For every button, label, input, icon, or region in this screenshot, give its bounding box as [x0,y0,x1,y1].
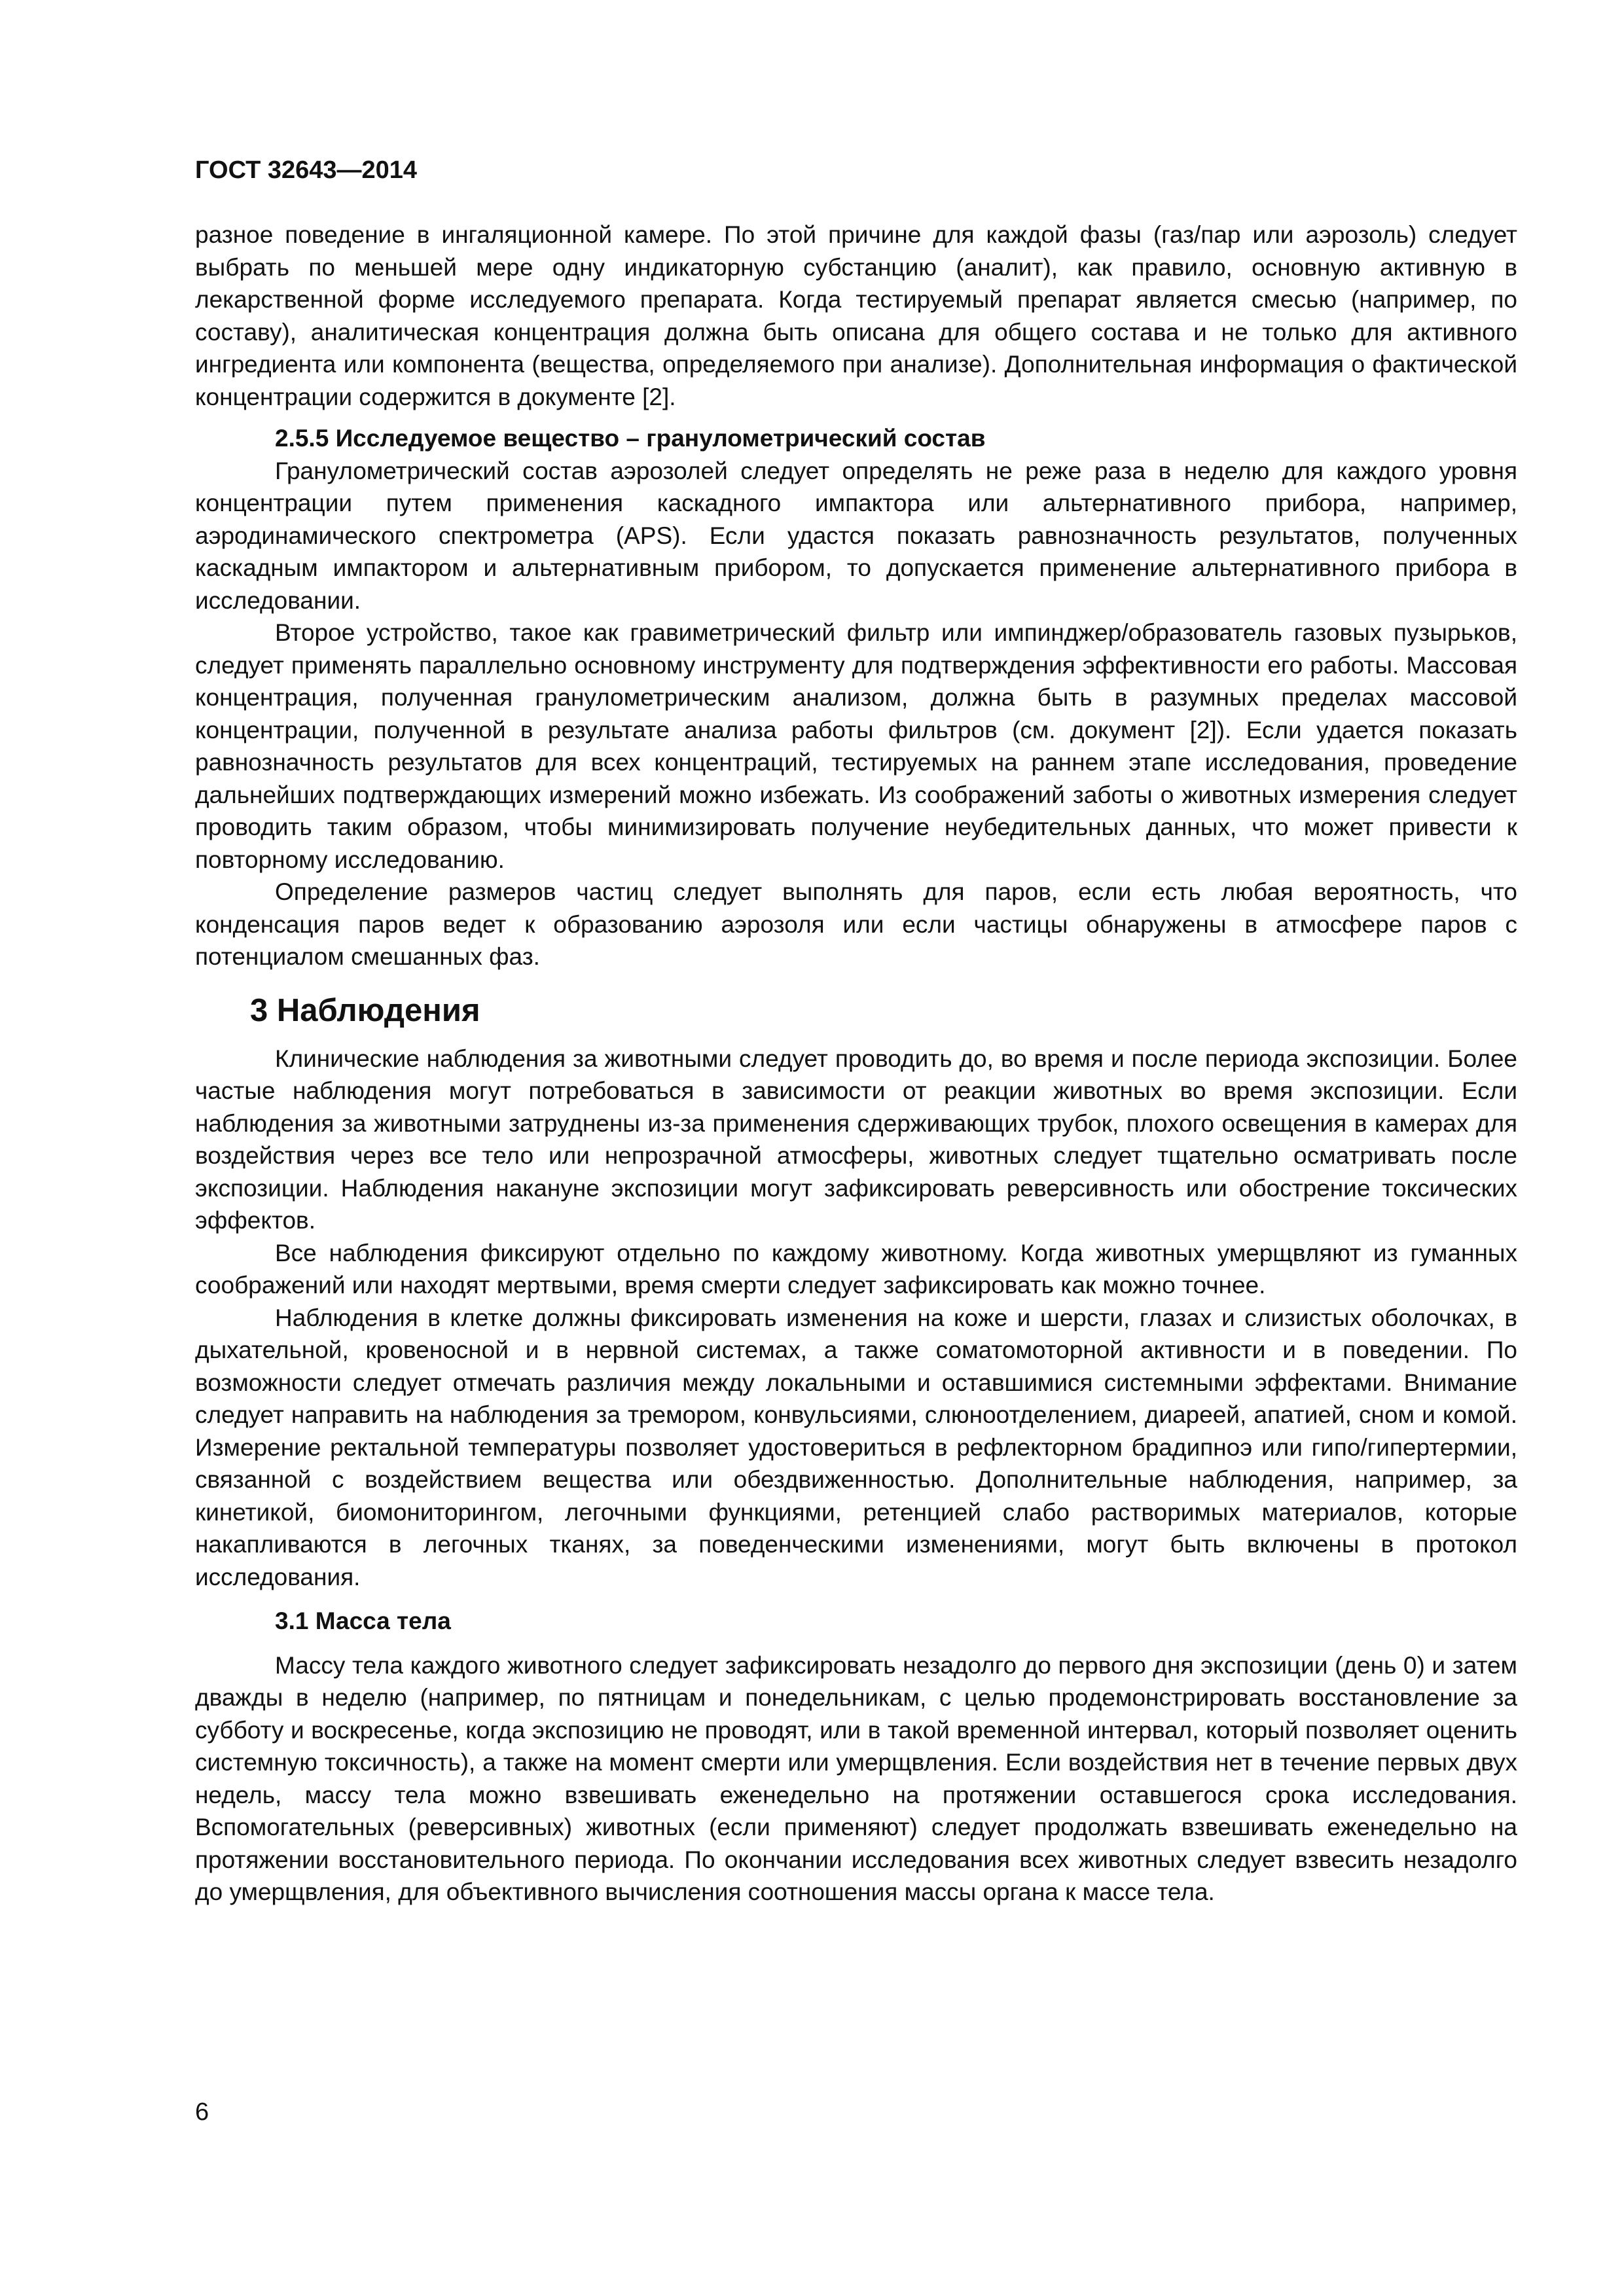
spacer [195,413,1517,422]
spacer [195,1593,1517,1605]
spacer [195,1638,1517,1649]
page-number: 6 [195,2098,209,2126]
section-heading-3: 3 Наблюдения [250,992,480,1028]
subsection-heading-2-5-5: 2.5.5 Исследуемое вещество – гранулометрический состав [275,425,986,452]
paragraph-2-5-5-a: Гранулометрический состав аэрозолей следует определять не реже раза в неделю для каждого уровня концентрации путем применения каскадного импактора или альтернативного прибора, например, аэродинамического спектрометра (APS). Если удастся показать равнозначность результатов, полученных каскадным импактором и альтернативным прибором, то допускается применение альтернативного прибора в исследовании. [195,457,1517,614]
document-page [195,154,1517,1909]
paragraph-3-b: Все наблюдения фиксируют отдельно по каждому животному. Когда животных умерщвляют из гуманных соображений или находят мертвыми, время смерти следует зафиксировать как можно точнее. [195,1239,1517,1299]
paragraph-intro: разное поведение в ингаляционной камере. По этой причине для каждой фазы (газ/пар или аэрозоль) следует выбрать по меньшей мере одну индикаторную субстанцию (аналит), как правило, основную активную в лекарственной форме исследуемого препарата. Когда тестируемый препарат является смесью (например, по составу), аналитическая концентрация должна быть описана для общего состава и не только для активного ингредиента или компонента (вещества, определяемого при анализе). Дополнительная информация о фактической концентрации содержится в документе [2]. [195,221,1517,410]
paragraph-2-5-5-b: Второе устройство, такое как гравиметрический фильтр или импинджер/образователь газовых пузырьков, следует применять параллельно основному инструменту для подтверждения эффективности его работы. Массовая концентрация, полученная гранулометрическим анализом, должна быть в разумных пределах массовой концентрации, полученной в результате анализа работы фильтров (см. документ [2]). Если удается показать равнозначность результатов для всех концентраций, тестируемых на раннем этапе исследования, проведение дальнейших подтверждающих измерений можно избежать. Из соображений заботы о животных измерения следует проводить таким образом, чтобы минимизировать получение неубедительных данных, что может привести к повторному исследованию. [195,619,1517,873]
paragraph-2-5-5-c: Определение размеров частиц следует выполнять для паров, если есть любая вероятность, что конденсация паров ведет к образованию аэрозоля или если частицы обнаружены в атмосфере паров с потенциалом смешанных фаз. [195,878,1517,970]
paragraph-3-a: Клинические наблюдения за животными следует проводить до, во время и после периода экспозиции. Более частые наблюдения могут потребоваться в зависимости от реакции животных во время экспозиции. Если наблюдения за животными затруднены из-за применения сдерживающих трубок, плохого освещения в камерах для воздействия через все тело или непрозрачной атмосферы, животных следует тщательно осматривать после экспозиции. Наблюдения накануне экспозиции могут зафиксировать реверсивность или обострение токсических эффектов. [195,1045,1517,1234]
document-header: ГОСТ 32643—2014 [195,156,418,184]
paragraph-3-c: Наблюдения в клетке должны фиксировать изменения на коже и шерсти, глазах и слизистых оболочках, в дыхательной, кровеносной и в нервной системах, а также соматомоторной активности и в поведении. По возможности следует отмечать различия между локальными и оставшимися системными эффектами. Внимание следует направить на наблюдения за тремором, конвульсиями, слюноотделением, диареей, апатией, сном и комой. Измерение ректальной температуры позволяет удостовериться в рефлекторном брадипноэ или гипо/гипертермии, связанной с воздействием вещества или обездвиженностью. Дополнительные наблюдения, например, за кинетикой, биомониторингом, легочными функциями, ретенцией слабо растворимых материалов, которые накапливаются в легочных тканях, за поведенческими изменениями, могут быть включены в протокол исследования. [195,1304,1517,1590]
paragraph-3-1: Массу тела каждого животного следует зафиксировать незадолго до первого дня экспозиции (день 0) и затем дважды в неделю (например, по пятницам и понедельникам, с целью продемонстрировать восстановление за субботу и воскресенье, когда экспозицию не проводят, или в такой временной интервал, который позволяет оценить системную токсичность), а также на момент смерти или умерщвления. Если воздействия нет в течение первых двух недель, массу тела можно взвешивать еженедельно на протяжении оставшегося срока исследования. Вспомогательных (реверсивных) животных (если применяют) следует продолжать взвешивать еженедельно на протяжении восстановительного периода. По окончании исследования всех животных следует взвесить незадолго до умерщвления, для объективного вычисления соотношения массы органа к массе тела. [195,1651,1517,1905]
subsection-heading-3-1: 3.1 Масса тела [275,1607,451,1634]
